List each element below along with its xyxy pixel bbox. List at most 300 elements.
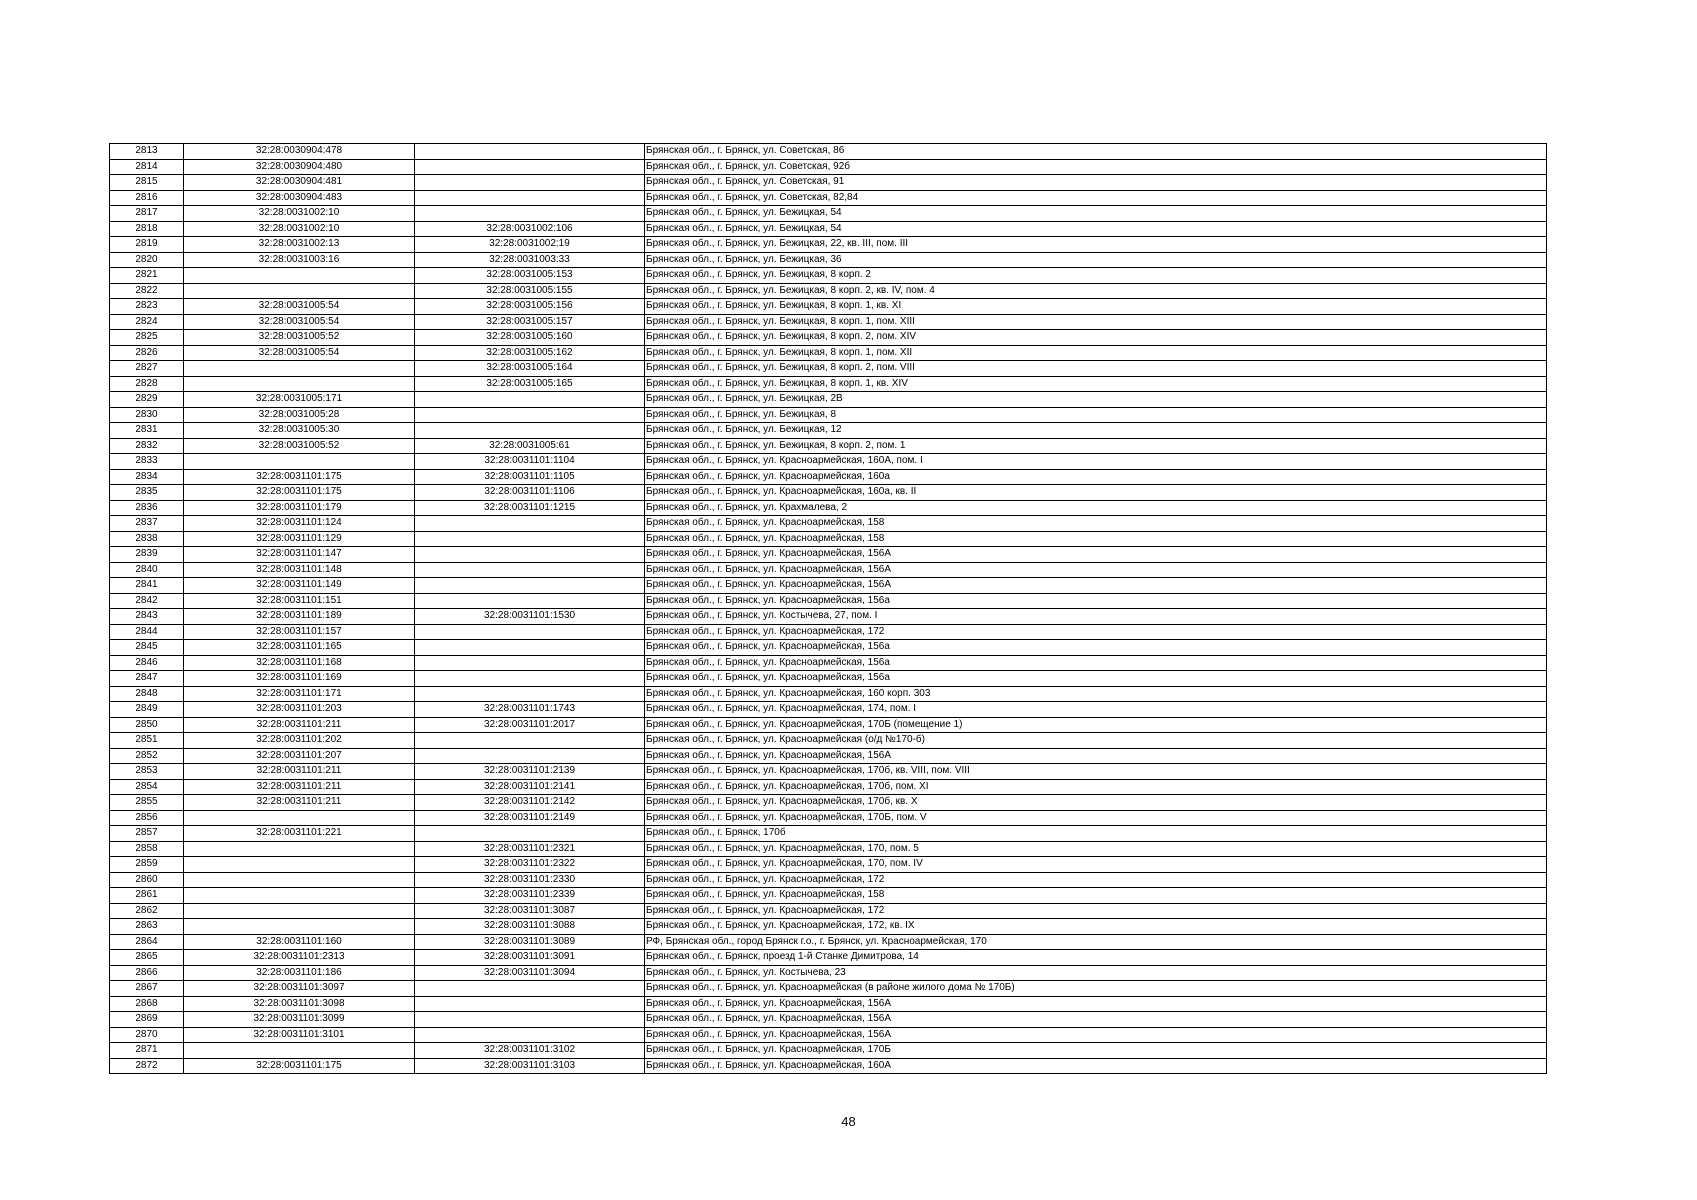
object-cadastral-number-cell xyxy=(415,624,645,640)
table-row xyxy=(110,826,1547,842)
address-cell: Брянская обл., г. Брянск, ул. Красноармейская (о/д №170-б) xyxy=(645,733,1547,749)
address-cell: Брянская обл., г. Брянск, ул. Красноармейская, 172 xyxy=(645,872,1547,888)
table-row xyxy=(110,996,1547,1012)
address-cell: Брянская обл., г. Брянск, ул. Бежицкая, 8 корп. 2 xyxy=(645,268,1547,284)
object-cadastral-number-cell: 32:28:0031101:3094 xyxy=(415,965,645,981)
table-row xyxy=(110,407,1547,423)
object-cadastral-number-cell xyxy=(415,516,645,532)
object-cadastral-number-cell xyxy=(415,407,645,423)
object-cadastral-number-cell xyxy=(415,640,645,656)
address-cell: Брянская обл., г. Брянск, ул. Красноармейская, 158 xyxy=(645,888,1547,904)
address-cell: Брянская обл., г. Брянск, ул. Красноармейская, 158 xyxy=(645,531,1547,547)
object-cadastral-number-cell: 32:28:0031005:157 xyxy=(415,314,645,330)
row-number-cell: 2839 xyxy=(110,547,184,563)
row-number-cell: 2865 xyxy=(110,950,184,966)
address-cell: Брянская обл., г. Брянск, ул. Красноармейская, 172 xyxy=(645,624,1547,640)
table-row xyxy=(110,593,1547,609)
object-cadastral-number-cell: 32:28:0031005:153 xyxy=(415,268,645,284)
object-cadastral-number-cell: 32:28:0031101:3102 xyxy=(415,1043,645,1059)
object-cadastral-number-cell: 32:28:0031002:106 xyxy=(415,221,645,237)
cadastral-number-cell: 32:28:0031005:171 xyxy=(184,392,415,408)
cadastral-number-cell: 32:28:0031101:175 xyxy=(184,485,415,501)
address-cell: Брянская обл., г. Брянск, ул. Красноармейская, 174, пом. I xyxy=(645,702,1547,718)
object-cadastral-number-cell: 32:28:0031101:3087 xyxy=(415,903,645,919)
row-number-cell: 2851 xyxy=(110,733,184,749)
row-number-cell: 2830 xyxy=(110,407,184,423)
row-number-cell: 2825 xyxy=(110,330,184,346)
table-row xyxy=(110,981,1547,997)
row-number-cell: 2871 xyxy=(110,1043,184,1059)
address-cell: Брянская обл., г. Брянск, ул. Красноармейская, 160А xyxy=(645,1058,1547,1074)
address-cell: Брянская обл., г. Брянск, ул. Красноармейская, 156а xyxy=(645,671,1547,687)
cadastral-number-cell: 32:28:0031101:148 xyxy=(184,562,415,578)
object-cadastral-number-cell: 32:28:0031003:33 xyxy=(415,252,645,268)
address-cell: Брянская обл., г. Брянск, ул. Красноармейская, 156а xyxy=(645,655,1547,671)
address-cell: Брянская обл., г. Брянск, ул. Советская, 86 xyxy=(645,144,1547,160)
object-cadastral-number-cell xyxy=(415,1012,645,1028)
cadastral-number-cell: 32:28:0031101:165 xyxy=(184,640,415,656)
address-cell: Брянская обл., г. Брянск, ул. Крахмалева, 2 xyxy=(645,500,1547,516)
cadastral-number-cell xyxy=(184,1043,415,1059)
row-number-cell: 2824 xyxy=(110,314,184,330)
table-row xyxy=(110,810,1547,826)
cadastral-number-cell xyxy=(184,376,415,392)
row-number-cell: 2833 xyxy=(110,454,184,470)
address-cell: Брянская обл., г. Брянск, ул. Красноармейская, 160А, пом. I xyxy=(645,454,1547,470)
row-number-cell: 2820 xyxy=(110,252,184,268)
address-cell: Брянская обл., г. Брянск, ул. Красноармейская, 156А xyxy=(645,578,1547,594)
object-cadastral-number-cell: 32:28:0031101:3088 xyxy=(415,919,645,935)
object-cadastral-number-cell: 32:28:0031101:1743 xyxy=(415,702,645,718)
object-cadastral-number-cell xyxy=(415,562,645,578)
cadastral-number-cell: 32:28:0031101:202 xyxy=(184,733,415,749)
row-number-cell: 2837 xyxy=(110,516,184,532)
row-number-cell: 2822 xyxy=(110,283,184,299)
cadastral-number-cell: 32:28:0031101:149 xyxy=(184,578,415,594)
row-number-cell: 2849 xyxy=(110,702,184,718)
cadastral-number-cell: 32:28:0031005:54 xyxy=(184,299,415,315)
cadastral-number-cell: 32:28:0031101:211 xyxy=(184,764,415,780)
table-row xyxy=(110,438,1547,454)
cadastral-number-cell: 32:28:0031005:54 xyxy=(184,314,415,330)
cadastral-number-cell: 32:28:0031101:2313 xyxy=(184,950,415,966)
address-cell: Брянская обл., г. Брянск, ул. Советская, 82,84 xyxy=(645,190,1547,206)
object-cadastral-number-cell xyxy=(415,593,645,609)
cadastral-number-cell: 32:28:0031101:186 xyxy=(184,965,415,981)
row-number-cell: 2819 xyxy=(110,237,184,253)
address-cell: Брянская обл., г. Брянск, ул. Костычева, 23 xyxy=(645,965,1547,981)
object-cadastral-number-cell: 32:28:0031101:2322 xyxy=(415,857,645,873)
object-cadastral-number-cell xyxy=(415,423,645,439)
cadastral-number-cell: 32:28:0030904:478 xyxy=(184,144,415,160)
cadastral-number-cell: 32:28:0031101:175 xyxy=(184,1058,415,1074)
address-cell: Брянская обл., г. Брянск, ул. Бежицкая, 12 xyxy=(645,423,1547,439)
cadastral-number-cell: 32:28:0031101:175 xyxy=(184,469,415,485)
object-cadastral-number-cell: 32:28:0031101:1104 xyxy=(415,454,645,470)
row-number-cell: 2872 xyxy=(110,1058,184,1074)
cadastral-number-cell: 32:28:0031002:10 xyxy=(184,221,415,237)
row-number-cell: 2817 xyxy=(110,206,184,222)
table-row xyxy=(110,423,1547,439)
object-cadastral-number-cell: 32:28:0031101:1530 xyxy=(415,609,645,625)
cadastral-number-cell: 32:28:0031101:168 xyxy=(184,655,415,671)
row-number-cell: 2868 xyxy=(110,996,184,1012)
row-number-cell: 2844 xyxy=(110,624,184,640)
table-row xyxy=(110,1027,1547,1043)
cadastral-number-cell: 32:28:0031101:211 xyxy=(184,779,415,795)
table-row xyxy=(110,237,1547,253)
cadastral-number-cell: 32:28:0031101:169 xyxy=(184,671,415,687)
cadastral-number-cell xyxy=(184,454,415,470)
address-cell: Брянская обл., г. Брянск, ул. Бежицкая, 8 корп. 2, кв. IV, пом. 4 xyxy=(645,283,1547,299)
address-cell: Брянская обл., г. Брянск, ул. Бежицкая, 8 xyxy=(645,407,1547,423)
address-cell: Брянская обл., г. Брянск, ул. Бежицкая, 8 корп. 2, пом. VIII xyxy=(645,361,1547,377)
object-cadastral-number-cell xyxy=(415,175,645,191)
table-row xyxy=(110,1058,1547,1074)
table-row xyxy=(110,175,1547,191)
row-number-cell: 2816 xyxy=(110,190,184,206)
cadastral-number-cell: 32:28:0031101:160 xyxy=(184,934,415,950)
address-cell: Брянская обл., г. Брянск, ул. Бежицкая, 8 корп. 2, пом. 1 xyxy=(645,438,1547,454)
row-number-cell: 2831 xyxy=(110,423,184,439)
table-row xyxy=(110,531,1547,547)
object-cadastral-number-cell: 32:28:0031101:2139 xyxy=(415,764,645,780)
table-row xyxy=(110,376,1547,392)
address-cell: Брянская обл., г. Брянск, ул. Красноармейская, 160 корп. 303 xyxy=(645,686,1547,702)
table-body xyxy=(110,144,1547,1074)
object-cadastral-number-cell: 32:28:0031101:1215 xyxy=(415,500,645,516)
object-cadastral-number-cell: 32:28:0031005:165 xyxy=(415,376,645,392)
table-row xyxy=(110,190,1547,206)
cadastral-number-cell xyxy=(184,268,415,284)
address-cell: Брянская обл., г. Брянск, ул. Красноармейская, 160а xyxy=(645,469,1547,485)
cadastral-number-cell: 32:28:0030904:481 xyxy=(184,175,415,191)
object-cadastral-number-cell: 32:28:0031101:2142 xyxy=(415,795,645,811)
row-number-cell: 2815 xyxy=(110,175,184,191)
address-cell: Брянская обл., г. Брянск, ул. Красноармейская (в районе жилого дома № 170Б) xyxy=(645,981,1547,997)
address-cell: Брянская обл., г. Брянск, ул. Советская, 92б xyxy=(645,159,1547,175)
address-cell: Брянская обл., г. Брянск, ул. Красноармейская, 156А xyxy=(645,1027,1547,1043)
address-cell: Брянская обл., г. Брянск, ул. Бежицкая, 8 корп. 1, пом. XII xyxy=(645,345,1547,361)
address-cell: Брянская обл., г. Брянск, ул. Бежицкая, 8 корп. 1, кв. XI xyxy=(645,299,1547,315)
object-cadastral-number-cell xyxy=(415,392,645,408)
row-number-cell: 2857 xyxy=(110,826,184,842)
object-cadastral-number-cell: 32:28:0031101:2017 xyxy=(415,717,645,733)
address-cell: Брянская обл., г. Брянск, ул. Бежицкая, 22, кв. III, пом. III xyxy=(645,237,1547,253)
cadastral-number-cell: 32:28:0031101:151 xyxy=(184,593,415,609)
property-table xyxy=(109,143,1547,1074)
table-row xyxy=(110,547,1547,563)
address-cell: Брянская обл., г. Брянск, ул. Красноармейская, 170Б xyxy=(645,1043,1547,1059)
row-number-cell: 2870 xyxy=(110,1027,184,1043)
object-cadastral-number-cell xyxy=(415,547,645,563)
table-row xyxy=(110,392,1547,408)
table-row xyxy=(110,640,1547,656)
object-cadastral-number-cell xyxy=(415,671,645,687)
table-row xyxy=(110,717,1547,733)
address-cell: Брянская обл., г. Брянск, ул. Бежицкая, 54 xyxy=(645,206,1547,222)
cadastral-number-cell: 32:28:0031101:171 xyxy=(184,686,415,702)
object-cadastral-number-cell xyxy=(415,144,645,160)
row-number-cell: 2840 xyxy=(110,562,184,578)
cadastral-number-cell: 32:28:0031005:30 xyxy=(184,423,415,439)
cadastral-number-cell: 32:28:0031101:124 xyxy=(184,516,415,532)
cadastral-number-cell: 32:28:0031101:3098 xyxy=(184,996,415,1012)
table-row xyxy=(110,516,1547,532)
table-row xyxy=(110,702,1547,718)
row-number-cell: 2843 xyxy=(110,609,184,625)
table-row xyxy=(110,314,1547,330)
row-number-cell: 2846 xyxy=(110,655,184,671)
row-number-cell: 2827 xyxy=(110,361,184,377)
object-cadastral-number-cell: 32:28:0031101:3103 xyxy=(415,1058,645,1074)
object-cadastral-number-cell xyxy=(415,206,645,222)
row-number-cell: 2858 xyxy=(110,841,184,857)
table-row xyxy=(110,159,1547,175)
row-number-cell: 2862 xyxy=(110,903,184,919)
object-cadastral-number-cell xyxy=(415,578,645,594)
cadastral-number-cell: 32:28:0031005:54 xyxy=(184,345,415,361)
row-number-cell: 2838 xyxy=(110,531,184,547)
object-cadastral-number-cell: 32:28:0031101:2339 xyxy=(415,888,645,904)
object-cadastral-number-cell: 32:28:0031101:1105 xyxy=(415,469,645,485)
table-row xyxy=(110,779,1547,795)
row-number-cell: 2834 xyxy=(110,469,184,485)
table-row xyxy=(110,206,1547,222)
object-cadastral-number-cell xyxy=(415,686,645,702)
table-row xyxy=(110,903,1547,919)
table-row xyxy=(110,686,1547,702)
table-row xyxy=(110,748,1547,764)
object-cadastral-number-cell: 32:28:0031005:160 xyxy=(415,330,645,346)
address-cell: Брянская обл., г. Брянск, ул. Красноармейская, 156а xyxy=(645,593,1547,609)
cadastral-number-cell: 32:28:0031101:203 xyxy=(184,702,415,718)
row-number-cell: 2848 xyxy=(110,686,184,702)
row-number-cell: 2836 xyxy=(110,500,184,516)
row-number-cell: 2859 xyxy=(110,857,184,873)
cadastral-number-cell xyxy=(184,841,415,857)
object-cadastral-number-cell xyxy=(415,996,645,1012)
table-row xyxy=(110,872,1547,888)
address-cell: Брянская обл., г. Брянск, ул. Красноармейская, 160а, кв. II xyxy=(645,485,1547,501)
table-row xyxy=(110,950,1547,966)
object-cadastral-number-cell xyxy=(415,826,645,842)
address-cell: Брянская обл., г. Брянск, ул. Красноармейская, 170б, кв. VIII, пом. VIII xyxy=(645,764,1547,780)
cadastral-number-cell: 32:28:0031003:16 xyxy=(184,252,415,268)
object-cadastral-number-cell xyxy=(415,1027,645,1043)
table-row xyxy=(110,1043,1547,1059)
table-row xyxy=(110,485,1547,501)
cadastral-number-cell: 32:28:0031005:52 xyxy=(184,330,415,346)
address-cell: Брянская обл., г. Брянск, ул. Бежицкая, 8 корп. 2, пом. XIV xyxy=(645,330,1547,346)
object-cadastral-number-cell: 32:28:0031005:155 xyxy=(415,283,645,299)
cadastral-number-cell: 32:28:0031101:221 xyxy=(184,826,415,842)
table-row xyxy=(110,578,1547,594)
object-cadastral-number-cell xyxy=(415,655,645,671)
table-row xyxy=(110,252,1547,268)
address-cell: Брянская обл., г. Брянск, ул. Красноармейская, 170б, пом. XI xyxy=(645,779,1547,795)
row-number-cell: 2813 xyxy=(110,144,184,160)
table-row xyxy=(110,624,1547,640)
table-row xyxy=(110,454,1547,470)
cadastral-number-cell xyxy=(184,919,415,935)
address-cell: Брянская обл., г. Брянск, ул. Красноармейская, 156а xyxy=(645,640,1547,656)
row-number-cell: 2847 xyxy=(110,671,184,687)
table-row xyxy=(110,934,1547,950)
table-row xyxy=(110,671,1547,687)
table-row xyxy=(110,609,1547,625)
cadastral-number-cell: 32:28:0031101:179 xyxy=(184,500,415,516)
cadastral-number-cell: 32:28:0030904:480 xyxy=(184,159,415,175)
row-number-cell: 2828 xyxy=(110,376,184,392)
cadastral-number-cell: 32:28:0031005:28 xyxy=(184,407,415,423)
cadastral-number-cell: 32:28:0031002:13 xyxy=(184,237,415,253)
row-number-cell: 2826 xyxy=(110,345,184,361)
address-cell: Брянская обл., г. Брянск, ул. Красноармейская, 170, пом. IV xyxy=(645,857,1547,873)
row-number-cell: 2854 xyxy=(110,779,184,795)
object-cadastral-number-cell: 32:28:0031101:2321 xyxy=(415,841,645,857)
cadastral-number-cell: 32:28:0031002:10 xyxy=(184,206,415,222)
table-row xyxy=(110,500,1547,516)
row-number-cell: 2852 xyxy=(110,748,184,764)
row-number-cell: 2867 xyxy=(110,981,184,997)
table-row xyxy=(110,733,1547,749)
object-cadastral-number-cell: 32:28:0031101:3091 xyxy=(415,950,645,966)
address-cell: РФ, Брянская обл., город Брянск г.о., г. Брянск, ул. Красноармейская, 170 xyxy=(645,934,1547,950)
table-row xyxy=(110,221,1547,237)
cadastral-number-cell: 32:28:0031101:147 xyxy=(184,547,415,563)
cadastral-number-cell: 32:28:0031101:189 xyxy=(184,609,415,625)
address-cell: Брянская обл., г. Брянск, ул. Красноармейская, 170, пом. 5 xyxy=(645,841,1547,857)
row-number-cell: 2818 xyxy=(110,221,184,237)
cadastral-number-cell xyxy=(184,283,415,299)
cadastral-number-cell xyxy=(184,857,415,873)
address-cell: Брянская обл., г. Брянск, ул. Красноармейская, 156А xyxy=(645,996,1547,1012)
table-row xyxy=(110,299,1547,315)
address-cell: Брянская обл., г. Брянск, ул. Красноармейская, 156А xyxy=(645,547,1547,563)
object-cadastral-number-cell: 32:28:0031101:2330 xyxy=(415,872,645,888)
object-cadastral-number-cell xyxy=(415,981,645,997)
object-cadastral-number-cell: 32:28:0031005:156 xyxy=(415,299,645,315)
table-row xyxy=(110,361,1547,377)
object-cadastral-number-cell: 32:28:0031101:1106 xyxy=(415,485,645,501)
object-cadastral-number-cell: 32:28:0031101:2149 xyxy=(415,810,645,826)
cadastral-number-cell: 32:28:0031101:157 xyxy=(184,624,415,640)
object-cadastral-number-cell: 32:28:0031005:162 xyxy=(415,345,645,361)
address-cell: Брянская обл., г. Брянск, ул. Красноармейская, 170Б (помещение 1) xyxy=(645,717,1547,733)
address-cell: Брянская обл., г. Брянск, ул. Бежицкая, 54 xyxy=(645,221,1547,237)
object-cadastral-number-cell: 32:28:0031101:2141 xyxy=(415,779,645,795)
row-number-cell: 2863 xyxy=(110,919,184,935)
address-cell: Брянская обл., г. Брянск, ул. Бежицкая, 36 xyxy=(645,252,1547,268)
row-number-cell: 2823 xyxy=(110,299,184,315)
table-row xyxy=(110,655,1547,671)
address-cell: Брянская обл., г. Брянск, проезд 1-й Станке Димитрова, 14 xyxy=(645,950,1547,966)
cadastral-number-cell: 32:28:0031101:211 xyxy=(184,795,415,811)
object-cadastral-number-cell: 32:28:0031005:164 xyxy=(415,361,645,377)
table-row xyxy=(110,857,1547,873)
object-cadastral-number-cell: 32:28:0031005:61 xyxy=(415,438,645,454)
table-row xyxy=(110,1012,1547,1028)
cadastral-number-cell: 32:28:0030904:483 xyxy=(184,190,415,206)
table-row xyxy=(110,841,1547,857)
row-number-cell: 2855 xyxy=(110,795,184,811)
cadastral-number-cell: 32:28:0031005:52 xyxy=(184,438,415,454)
cadastral-number-cell xyxy=(184,872,415,888)
object-cadastral-number-cell xyxy=(415,733,645,749)
address-cell: Брянская обл., г. Брянск, ул. Бежицкая, 2В xyxy=(645,392,1547,408)
table-row xyxy=(110,764,1547,780)
address-cell: Брянская обл., г. Брянск, ул. Костычева, 27, пом. I xyxy=(645,609,1547,625)
row-number-cell: 2853 xyxy=(110,764,184,780)
cadastral-number-cell: 32:28:0031101:129 xyxy=(184,531,415,547)
object-cadastral-number-cell xyxy=(415,531,645,547)
row-number-cell: 2850 xyxy=(110,717,184,733)
table-row xyxy=(110,469,1547,485)
address-cell: Брянская обл., г. Брянск, ул. Красноармейская, 156А xyxy=(645,748,1547,764)
row-number-cell: 2845 xyxy=(110,640,184,656)
object-cadastral-number-cell xyxy=(415,159,645,175)
table-row xyxy=(110,330,1547,346)
address-cell: Брянская обл., г. Брянск, ул. Бежицкая, 8 корп. 1, кв. XIV xyxy=(645,376,1547,392)
row-number-cell: 2864 xyxy=(110,934,184,950)
address-cell: Брянская обл., г. Брянск, ул. Советская, 91 xyxy=(645,175,1547,191)
object-cadastral-number-cell xyxy=(415,748,645,764)
address-cell: Брянская обл., г. Брянск, ул. Красноармейская, 156А xyxy=(645,562,1547,578)
row-number-cell: 2835 xyxy=(110,485,184,501)
table-row xyxy=(110,919,1547,935)
object-cadastral-number-cell xyxy=(415,190,645,206)
table-row xyxy=(110,562,1547,578)
address-cell: Брянская обл., г. Брянск, 170б xyxy=(645,826,1547,842)
row-number-cell: 2866 xyxy=(110,965,184,981)
cadastral-number-cell xyxy=(184,810,415,826)
table-row xyxy=(110,345,1547,361)
cadastral-number-cell: 32:28:0031101:211 xyxy=(184,717,415,733)
table-row xyxy=(110,144,1547,160)
address-cell: Брянская обл., г. Брянск, ул. Красноармейская, 158 xyxy=(645,516,1547,532)
cadastral-number-cell: 32:28:0031101:3101 xyxy=(184,1027,415,1043)
address-cell: Брянская обл., г. Брянск, ул. Красноармейская, 156А xyxy=(645,1012,1547,1028)
address-cell: Брянская обл., г. Брянск, ул. Красноармейская, 170Б, пом. V xyxy=(645,810,1547,826)
table-row xyxy=(110,888,1547,904)
cadastral-number-cell: 32:28:0031101:3097 xyxy=(184,981,415,997)
row-number-cell: 2841 xyxy=(110,578,184,594)
cadastral-number-cell xyxy=(184,903,415,919)
cadastral-number-cell: 32:28:0031101:207 xyxy=(184,748,415,764)
cadastral-number-cell xyxy=(184,361,415,377)
row-number-cell: 2829 xyxy=(110,392,184,408)
row-number-cell: 2842 xyxy=(110,593,184,609)
address-cell: Брянская обл., г. Брянск, ул. Красноармейская, 170б, кв. X xyxy=(645,795,1547,811)
row-number-cell: 2861 xyxy=(110,888,184,904)
cadastral-number-cell xyxy=(184,888,415,904)
table-row xyxy=(110,965,1547,981)
address-cell: Брянская обл., г. Брянск, ул. Красноармейская, 172, кв. IX xyxy=(645,919,1547,935)
cadastral-number-cell: 32:28:0031101:3099 xyxy=(184,1012,415,1028)
table-row xyxy=(110,283,1547,299)
object-cadastral-number-cell: 32:28:0031101:3089 xyxy=(415,934,645,950)
address-cell: Брянская обл., г. Брянск, ул. Бежицкая, 8 корп. 1, пом. XIII xyxy=(645,314,1547,330)
row-number-cell: 2814 xyxy=(110,159,184,175)
row-number-cell: 2856 xyxy=(110,810,184,826)
table-row xyxy=(110,795,1547,811)
row-number-cell: 2860 xyxy=(110,872,184,888)
row-number-cell: 2832 xyxy=(110,438,184,454)
page-number: 48 xyxy=(841,1114,856,1129)
object-cadastral-number-cell: 32:28:0031002:19 xyxy=(415,237,645,253)
table-row xyxy=(110,268,1547,284)
